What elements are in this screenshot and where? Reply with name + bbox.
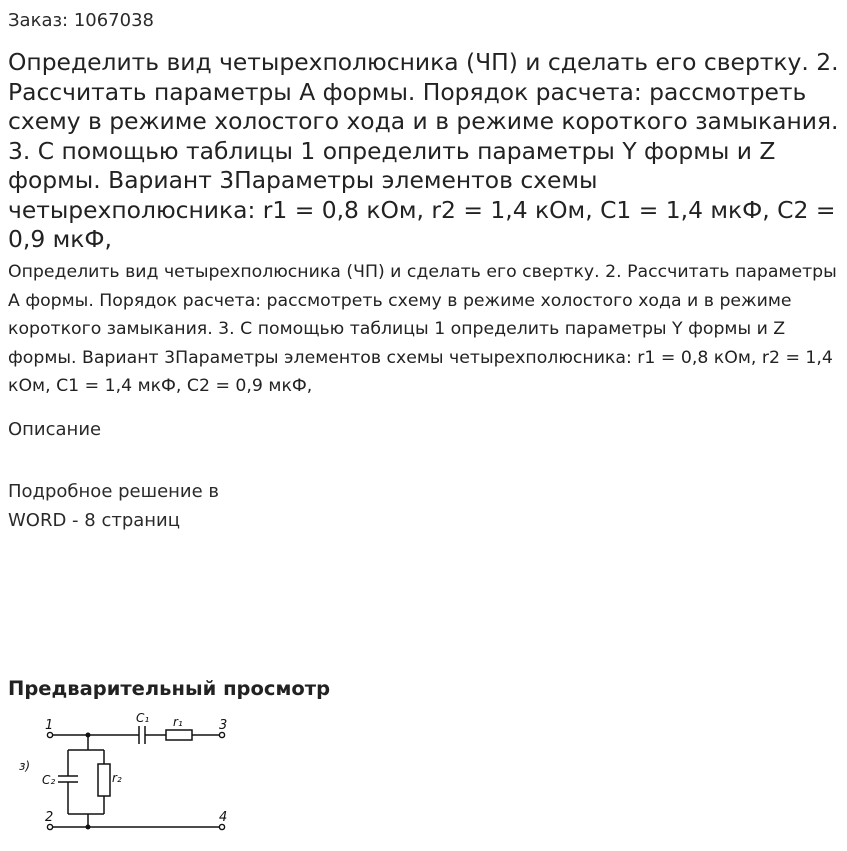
r2-label: r₂ [112,771,122,785]
terminal-3-node [219,732,224,737]
junction-bottom [86,825,91,830]
preview-heading: Предварительный просмотр [8,677,331,700]
terminal-4-label: 4 [219,810,228,825]
order-number: Заказ: 1067038 [8,10,154,31]
terminal-4-node [219,824,224,829]
terminal-2-label: 2 [45,810,54,825]
task-title: Определить вид четырехполюсника (ЧП) и сделать его свертку. 2. Рассчитать параметры А формы. Порядок расчета: рассмотреть схему в режиме холостого хода и в режиме короткого замыкания. 3. С помощью таблицы 1 определить параметры Y формы и Z формы. Вариант 3Параметры элементов схемы четырехполюсника: r1 = 0,8 кОм, r2 = 1,4 кОм, C1 = 1,4 мкФ, C2 = 0,9 мкФ, [8,48,839,253]
terminal-2-node [47,824,52,829]
terminal-1-node [47,732,52,737]
terminal-1-label: 1 [45,718,54,733]
circuit-schematic [10,706,270,851]
terminal-3-label: 3 [219,718,228,733]
description-text: Подробное решение в WORD - 8 страниц [8,481,220,531]
task-description: Определить вид четырехполюсника (ЧП) и сделать его свертку. 2. Рассчитать параметры А формы. Порядок расчета: рассмотреть схему в режиме холостого хода и в режиме короткого замыкания. 3. С помощью таблицы 1 определить параметры Y формы и Z формы. Вариант 3Параметры элементов схемы четырехполюсника: r1 = 0,8 кОм, r2 = 1,4 кОм, C1 = 1,4 мкФ, C2 = 0,9 мкФ, [8,262,837,397]
c2-label: C₂ [42,773,56,787]
r2-resistor [98,764,110,796]
c1-label: C₁ [136,711,150,725]
description-label: Описание [8,419,102,440]
variant-label: з) [19,759,31,773]
r1-resistor [166,730,192,740]
r1-label: r₁ [173,715,183,729]
junction-top [86,733,91,738]
